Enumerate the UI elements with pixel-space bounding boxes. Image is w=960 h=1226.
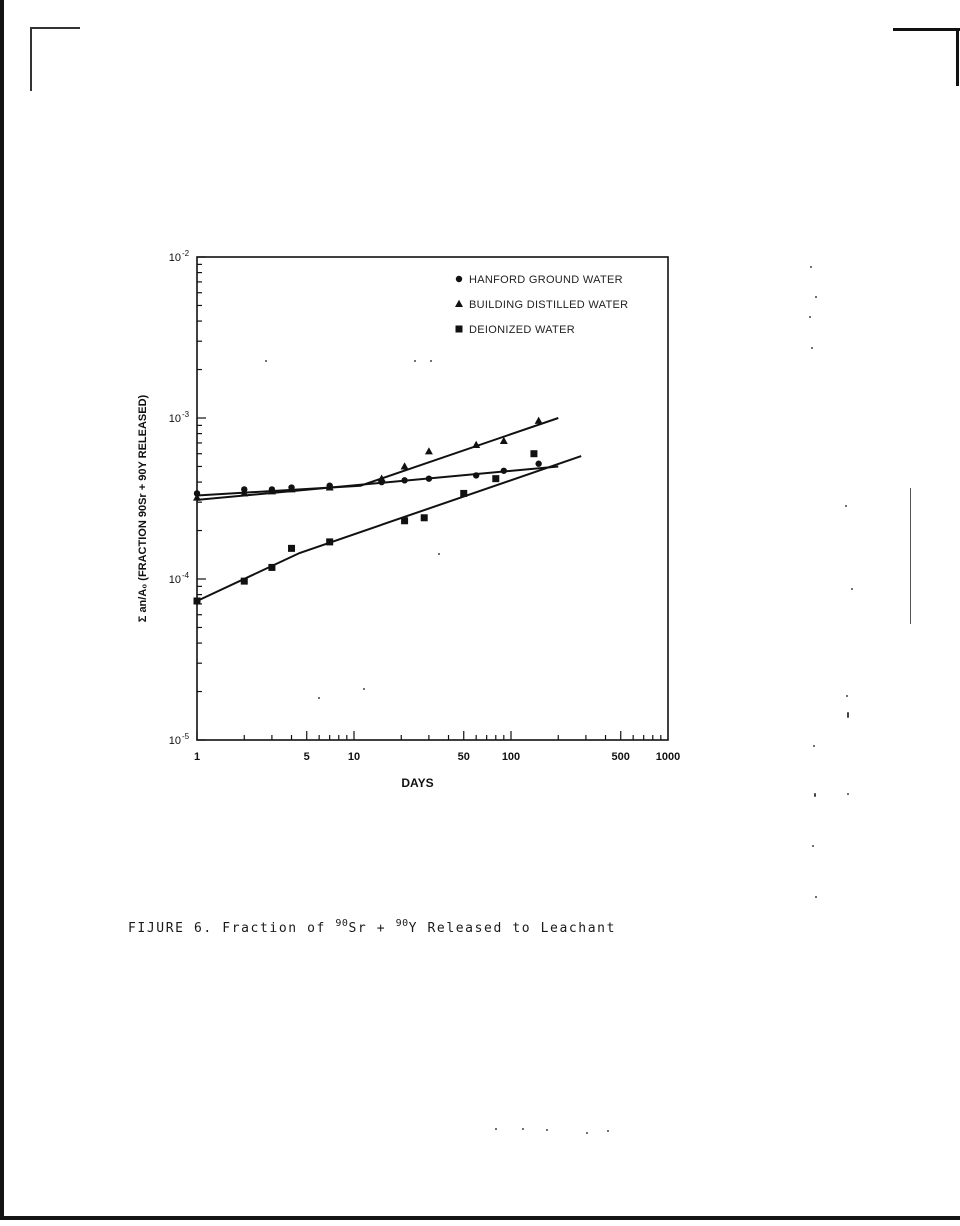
crop-mark-top-left-vertical <box>30 27 32 91</box>
y-tick-label: 10 <box>168 413 181 425</box>
caption-sr: Sr + <box>348 921 396 936</box>
data-point-series-3 <box>530 450 537 457</box>
x-tick-label: 100 <box>501 751 521 763</box>
data-point-series-3 <box>326 538 333 545</box>
scan-edge-left <box>0 0 4 1220</box>
scan-edge-bottom <box>0 1216 960 1220</box>
x-tick-label: 10 <box>347 751 361 763</box>
caption-superscript-sr: 90 <box>335 918 349 929</box>
legend-marker-series-3 <box>456 326 463 333</box>
x-axis-title: DAYS <box>401 776 434 790</box>
y-tick-exponent: -5 <box>182 732 190 741</box>
legend-marker-series-2 <box>455 300 463 307</box>
y-tick-exponent: -4 <box>182 571 190 580</box>
data-point-series-2 <box>425 447 433 454</box>
y-tick-label: 10 <box>168 735 181 747</box>
data-point-series-1 <box>401 477 407 483</box>
data-point-series-3 <box>194 598 201 605</box>
caption-suffix: Y Released to Leachant <box>408 921 617 936</box>
data-point-series-3 <box>288 545 295 552</box>
fit-line-series-3 <box>197 456 581 601</box>
y-tick-label: 10 <box>168 574 181 586</box>
data-point-series-1 <box>473 472 479 478</box>
data-point-series-2 <box>401 462 409 469</box>
caption-prefix: FIJURE 6. Fraction of <box>128 921 336 936</box>
y-axis-title: Σ an/A₀ (FRACTION 90Sr + 90Y RELEASED) <box>137 394 149 623</box>
crop-mark-top-right-vertical <box>956 28 959 86</box>
data-point-series-1 <box>501 468 507 474</box>
y-tick-label: 10 <box>168 252 181 264</box>
data-point-series-3 <box>241 578 248 585</box>
data-point-series-3 <box>460 490 467 497</box>
figure-caption <box>128 918 688 936</box>
x-tick-label: 5 <box>303 751 310 763</box>
legend-label-series-2: BUILDING DISTILLED WATER <box>469 299 629 311</box>
y-tick-exponent: -2 <box>182 249 190 258</box>
crop-mark-top-left <box>30 27 80 29</box>
x-tick-label: 1 <box>193 751 201 763</box>
scan-mark-right <box>910 488 911 624</box>
x-tick-label: 1000 <box>655 751 681 763</box>
legend-label-series-1: HANFORD GROUND WATER <box>469 274 623 286</box>
plot-frame <box>197 257 668 740</box>
x-tick-label: 500 <box>611 751 630 763</box>
data-point-series-2 <box>535 417 543 424</box>
release-fraction-chart <box>130 240 700 810</box>
data-point-series-1 <box>426 475 432 481</box>
data-point-series-3 <box>401 517 408 524</box>
legend-marker-series-1 <box>456 276 462 282</box>
data-point-series-3 <box>268 564 275 571</box>
data-point-series-3 <box>492 475 499 482</box>
caption-superscript-y: 90 <box>395 918 409 929</box>
legend-label-series-3: DEIONIZED WATER <box>469 324 575 336</box>
data-point-series-1 <box>535 461 541 467</box>
crop-mark-top-right <box>893 28 960 31</box>
x-tick-label: 50 <box>457 751 470 763</box>
y-tick-exponent: -3 <box>182 410 190 419</box>
data-point-series-3 <box>421 514 428 521</box>
